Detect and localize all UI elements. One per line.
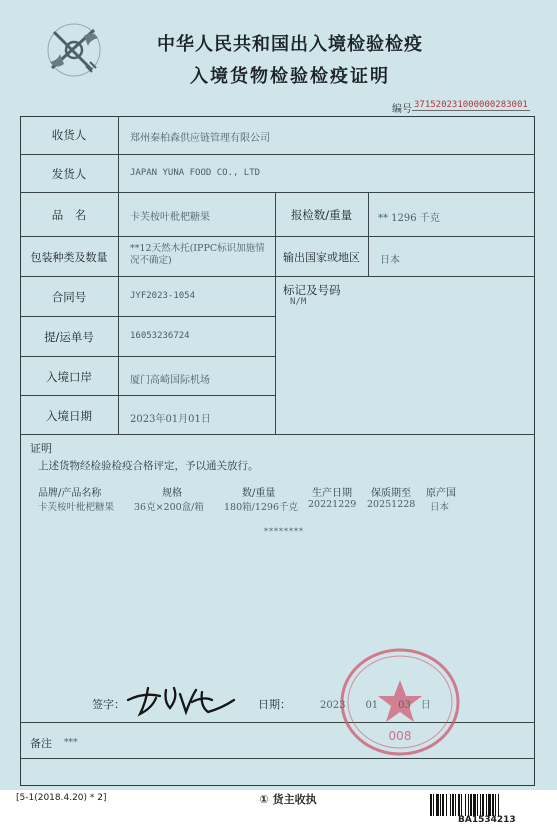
product-cell: 20221229 <box>308 499 357 510</box>
contract-number-value: JYF2023-1054 <box>130 291 196 301</box>
serial-number-label: 编号 <box>392 104 412 115</box>
consignor-value: JAPAN YUNA FOOD CO., LTD <box>130 168 261 178</box>
end-of-list-marker: ******** <box>264 527 304 536</box>
certificate-heading: 证明 <box>30 442 52 455</box>
document-title-line1: 中华人民共和国出入境检验检疫 <box>157 34 423 55</box>
entry-port-value: 厦门高崎国际机场 <box>130 375 210 386</box>
marks-value: N/M <box>290 297 307 307</box>
grid-line <box>20 434 535 435</box>
grid-line <box>20 276 535 277</box>
product-name-value: 卡芙桉叶枇杷糖果 <box>130 212 210 223</box>
grid-line <box>118 116 119 434</box>
contract-number-label: 合同号 <box>51 290 87 304</box>
consignor-label: 发货人 <box>51 167 87 181</box>
quantity-value: ** 1296 千克 <box>378 213 440 224</box>
product-cell: 日本 <box>430 502 450 513</box>
serial-number-field <box>392 100 528 115</box>
grid-line <box>275 192 276 434</box>
grid-line <box>20 154 535 155</box>
entry-date-value: 2023年01月01日 <box>130 414 211 425</box>
column-header: 原产国 <box>426 488 456 499</box>
column-header: 品牌/产品名称 <box>38 488 102 499</box>
grid-line <box>20 356 275 357</box>
origin-country-label: 输出国家或地区 <box>283 251 360 264</box>
copy-designation: ① 货主收执 <box>259 793 317 806</box>
product-cell: 180箱/1296千克 <box>224 502 299 513</box>
signature-date-value: 2023 01 03 日 <box>320 700 431 711</box>
barcode-icon <box>430 794 540 816</box>
ciq-emblem-icon <box>44 22 104 78</box>
column-header: 生产日期 <box>312 488 352 499</box>
entry-port-label: 入境口岸 <box>46 370 92 384</box>
certificate-statement: 上述货物经检验检疫合格评定，予以通关放行。 <box>38 460 259 472</box>
remarks-label: 备注 <box>30 737 52 750</box>
column-header: 规格 <box>162 488 182 499</box>
consignee-label: 收货人 <box>51 128 87 142</box>
origin-country-value: 日本 <box>380 255 400 266</box>
product-cell: 20251228 <box>367 499 416 510</box>
quantity-label: 报检数/重量 <box>290 208 353 222</box>
grid-line <box>20 395 275 396</box>
grid-line <box>20 236 535 237</box>
barcode-number: BA1534213 <box>458 815 516 825</box>
column-header: 数/重量 <box>242 488 276 499</box>
remarks-value: *** <box>64 738 78 748</box>
column-header: 保质期至 <box>371 488 411 499</box>
grid-line <box>368 192 369 276</box>
marks-label: 标记及号码 <box>283 283 341 297</box>
packing-label: 包装种类及数量 <box>30 251 108 264</box>
form-code: [5-1(2018.4.20) * 2] <box>16 793 107 803</box>
packing-value: **12天然木托(IPPC标识加施情况不确定) <box>130 243 265 266</box>
waybill-number-value: 16053236724 <box>130 331 190 341</box>
product-name-label: 品 名 <box>51 208 87 222</box>
entry-date-label: 入境日期 <box>46 409 92 423</box>
waybill-number-label: 提/运单号 <box>44 330 94 344</box>
date-label: 日期： <box>258 698 291 711</box>
serial-number-value: 371520231000000283001 <box>414 100 528 110</box>
consignee-value: 郑州秦柏森供应链管理有限公司 <box>130 133 270 144</box>
product-cell: 卡芙桉叶枇杷糖果 <box>38 502 115 513</box>
grid-line <box>20 192 535 193</box>
document-title-line2: 入境货物检验检疫证明 <box>190 66 390 87</box>
product-cell: 36克×200盒/箱 <box>134 502 204 513</box>
signature-label: 签字： <box>92 698 125 711</box>
handwritten-signature <box>126 678 238 720</box>
svg-text:008: 008 <box>388 729 412 743</box>
grid-line <box>20 316 275 317</box>
